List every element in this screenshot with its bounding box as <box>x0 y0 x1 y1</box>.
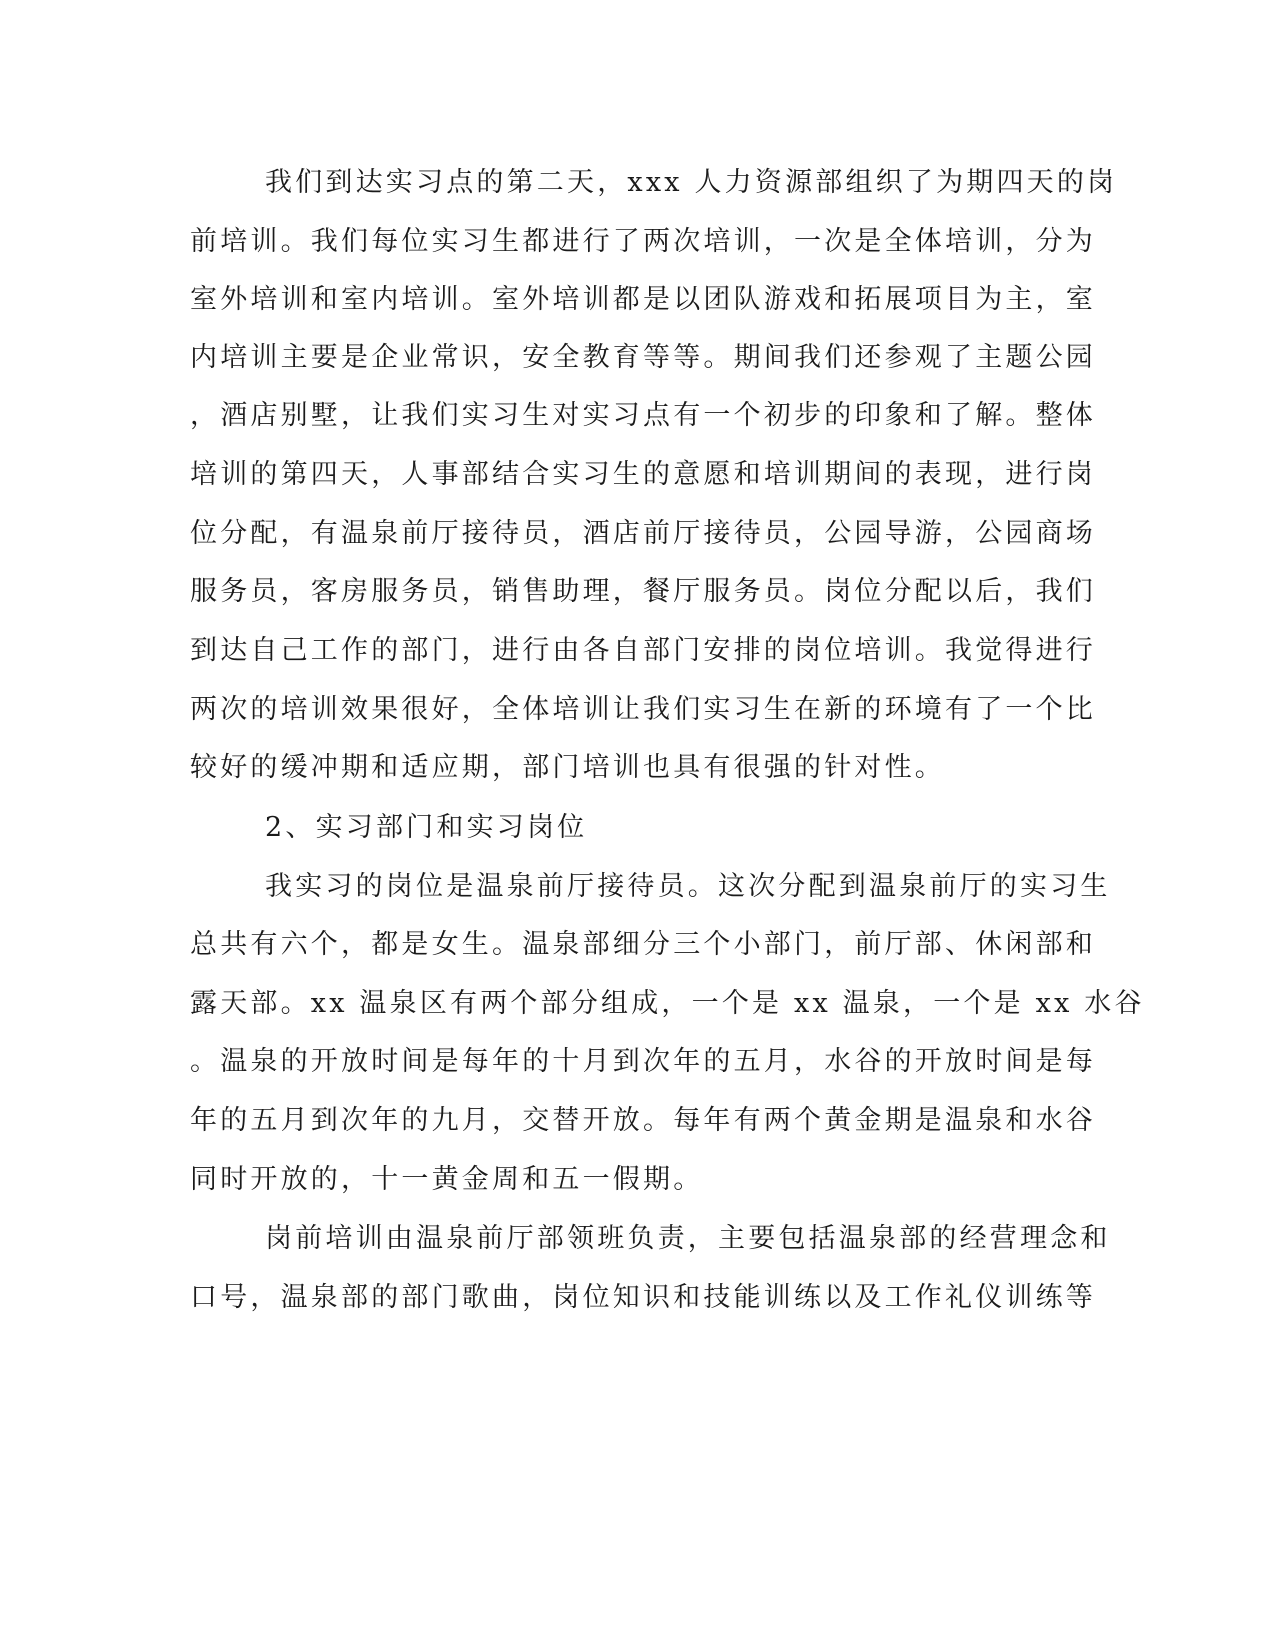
paragraph-1-line-11: 较好的缓冲期和适应期，部门培训也具有很强的针对性。 <box>190 752 945 783</box>
paragraph-2-line-4: 。温泉的开放时间是每年的十月到次年的五月，水谷的开放时间是每 <box>190 1046 1096 1077</box>
paragraph-1-line-6: 培训的第四天，人事部结合实习生的意愿和培训期间的表现，进行岗 <box>190 459 1096 490</box>
paragraph-2-line-2: 总共有六个，都是女生。温泉部细分三个小部门，前厅部、休闲部和 <box>190 929 1096 960</box>
paragraph-2-line-6: 同时开放的，十一黄金周和五一假期。 <box>190 1164 704 1195</box>
paragraph-1-line-9: 到达自己工作的部门，进行由各自部门安排的岗位培训。我觉得进行 <box>190 635 1096 666</box>
paragraph-1-line-3: 室外培训和室内培训。室外培训都是以团队游戏和拓展项目为主，室 <box>190 284 1096 315</box>
paragraph-2-line-3: 露天部。xx 温泉区有两个部分组成，一个是 xx 温泉，一个是 xx 水谷 <box>190 988 1145 1019</box>
paragraph-1-line-4: 内培训主要是企业常识，安全教育等等。期间我们还参观了主题公园 <box>190 342 1096 373</box>
paragraph-1-line-8: 服务员，客房服务员，销售助理，餐厅服务员。岗位分配以后，我们 <box>190 576 1096 607</box>
paragraph-2-line-5: 年的五月到次年的九月，交替开放。每年有两个黄金期是温泉和水谷 <box>190 1105 1096 1136</box>
paragraph-1-line-10: 两次的培训效果很好，全体培训让我们实习生在新的环境有了一个比 <box>190 694 1096 725</box>
paragraph-3-line-1: 岗前培训由温泉前厅部领班负责，主要包括温泉部的经营理念和 <box>265 1223 1111 1254</box>
section-heading: 2、实习部门和实习岗位 <box>265 812 588 843</box>
paragraph-1-line-7: 位分配，有温泉前厅接待员，酒店前厅接待员，公园导游，公园商场 <box>190 518 1096 549</box>
paragraph-1-line-5: ，酒店别墅，让我们实习生对实习点有一个初步的印象和了解。整体 <box>190 400 1096 431</box>
paragraph-3-line-2: 口号，温泉部的部门歌曲，岗位知识和技能训练以及工作礼仪训练等 <box>190 1282 1096 1313</box>
paragraph-1-line-2: 前培训。我们每位实习生都进行了两次培训，一次是全体培训，分为 <box>190 226 1096 257</box>
paragraph-1-line-1: 我们到达实习点的第二天，xxx 人力资源部组织了为期四天的岗 <box>265 167 1118 198</box>
paragraph-2-line-1: 我实习的岗位是温泉前厅接待员。这次分配到温泉前厅的实习生 <box>265 871 1111 902</box>
